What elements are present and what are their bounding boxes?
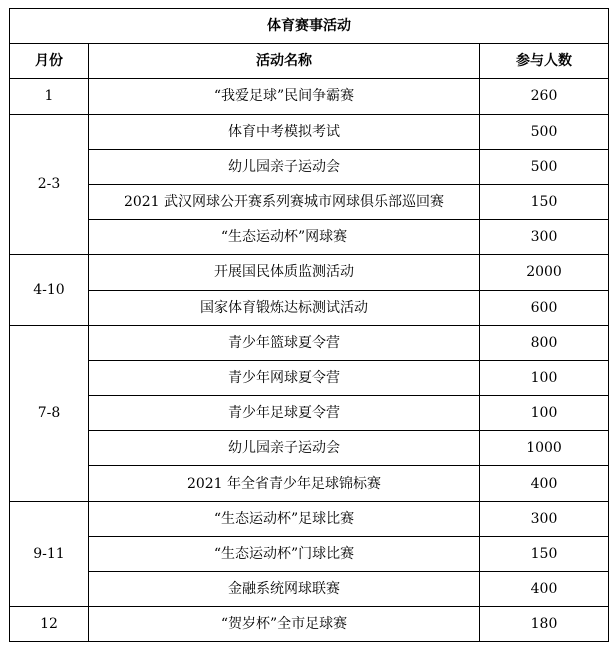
activity-name-cell: “贺岁杯”全市足球赛: [89, 607, 480, 642]
month-cell: 9-11: [10, 501, 89, 607]
participant-count-cell: 400: [480, 572, 609, 607]
table-row: [10, 149, 609, 184]
activity-name-cell: “生态运动杯”网球赛: [89, 220, 480, 255]
participant-count-cell: 180: [480, 607, 609, 642]
header-activity-name: 活动名称: [89, 44, 480, 79]
table-row: [10, 114, 609, 149]
table-row: [10, 431, 609, 466]
activity-name-cell: “生态运动杯”足球比赛: [89, 501, 480, 536]
header-row: [10, 44, 609, 79]
participant-count-cell: 1000: [480, 431, 609, 466]
table-row: [10, 536, 609, 571]
table-row: [10, 325, 609, 360]
table-container: [9, 8, 609, 642]
table-row: [10, 255, 609, 290]
month-cell: 1: [10, 79, 89, 114]
title-row: [10, 9, 609, 44]
activity-name-cell: “我爱足球”民间争霸赛: [89, 79, 480, 114]
events-table-body: [10, 9, 609, 642]
activity-name-cell: 幼儿园亲子运动会: [89, 431, 480, 466]
table-row: [10, 290, 609, 325]
participant-count-cell: 500: [480, 114, 609, 149]
participant-count-cell: 100: [480, 360, 609, 395]
participant-count-cell: 100: [480, 396, 609, 431]
participant-count-cell: 400: [480, 466, 609, 501]
activity-name-cell: “生态运动杯”门球比赛: [89, 536, 480, 571]
activity-name-cell: 国家体育锻炼达标测试活动: [89, 290, 480, 325]
month-cell: 7-8: [10, 325, 89, 501]
participant-count-cell: 260: [480, 79, 609, 114]
table-row: [10, 501, 609, 536]
participant-count-cell: 600: [480, 290, 609, 325]
table-title: 体育赛事活动: [10, 9, 609, 44]
month-cell: 2-3: [10, 114, 89, 255]
participant-count-cell: 2000: [480, 255, 609, 290]
activity-name-cell: 幼儿园亲子运动会: [89, 149, 480, 184]
activity-name-cell: 青少年篮球夏令营: [89, 325, 480, 360]
header-participant-count: 参与人数: [480, 44, 609, 79]
month-cell: 4-10: [10, 255, 89, 325]
header-month: 月份: [10, 44, 89, 79]
table-row: [10, 79, 609, 114]
participant-count-cell: 150: [480, 184, 609, 219]
participant-count-cell: 800: [480, 325, 609, 360]
participant-count-cell: 300: [480, 220, 609, 255]
participant-count-cell: 150: [480, 536, 609, 571]
events-table: [9, 8, 609, 642]
activity-name-cell: 青少年网球夏令营: [89, 360, 480, 395]
activity-name-cell: 开展国民体质监测活动: [89, 255, 480, 290]
activity-name-cell: 青少年足球夏令营: [89, 396, 480, 431]
activity-name-cell: 2021 年全省青少年足球锦标赛: [89, 466, 480, 501]
table-row: [10, 220, 609, 255]
participant-count-cell: 300: [480, 501, 609, 536]
month-cell: 12: [10, 607, 89, 642]
table-row: [10, 184, 609, 219]
participant-count-cell: 500: [480, 149, 609, 184]
table-row: [10, 572, 609, 607]
table-row: [10, 396, 609, 431]
activity-name-cell: 金融系统网球联赛: [89, 572, 480, 607]
activity-name-cell: 2021 武汉网球公开赛系列赛城市网球俱乐部巡回赛: [89, 184, 480, 219]
table-row: [10, 466, 609, 501]
table-row: [10, 360, 609, 395]
activity-name-cell: 体育中考模拟考试: [89, 114, 480, 149]
table-row: [10, 607, 609, 642]
